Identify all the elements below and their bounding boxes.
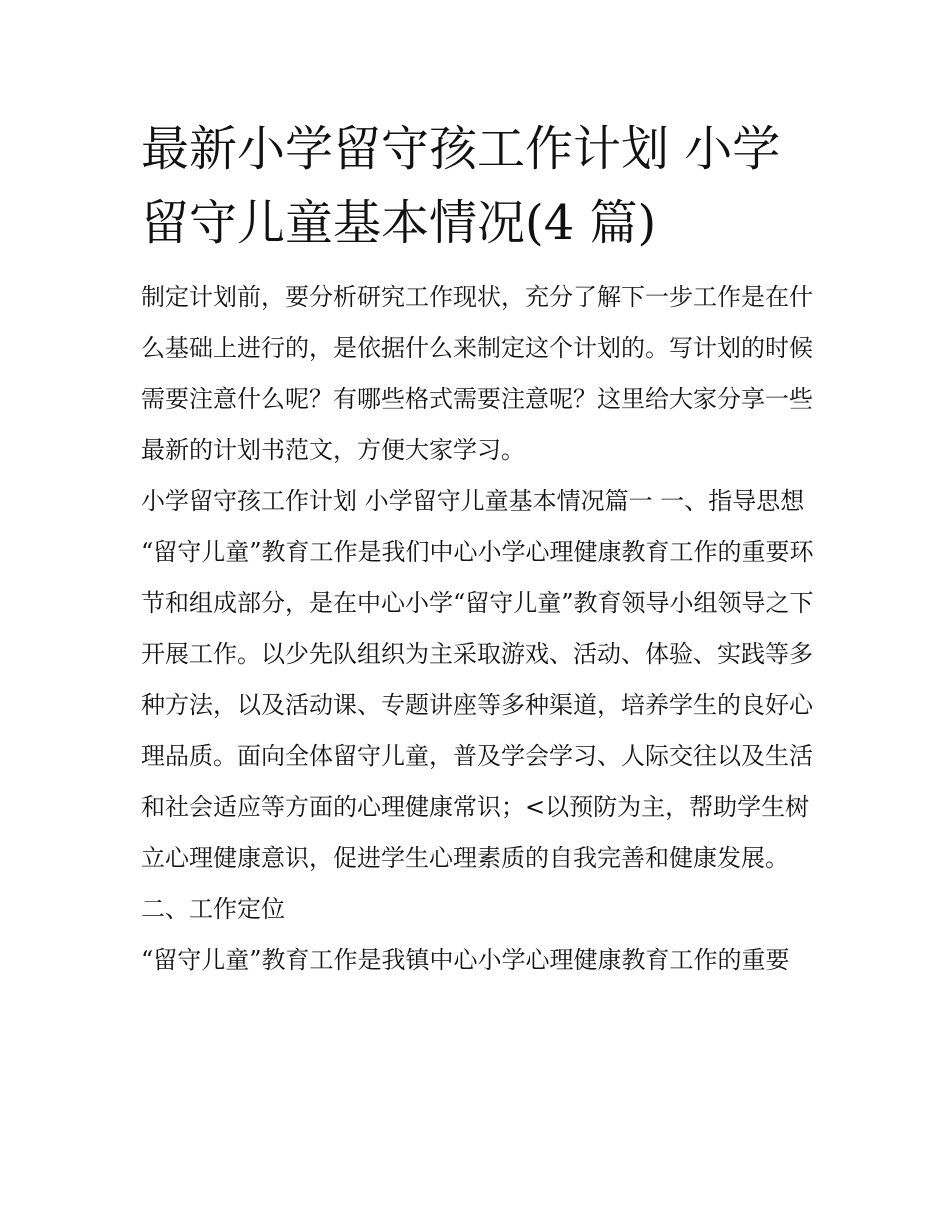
work-positioning-paragraph: “留守儿童”教育工作是我镇中心小学心理健康教育工作的重要 [141, 946, 790, 974]
section-heading-work-positioning: 二、工作定位 [141, 895, 285, 923]
document-title: 最新小学留守孩工作计划 小学 留守儿童基本情况(4 篇) [141, 121, 781, 251]
intro-paragraph: 制定计划前，要分析研究工作现状，充分了解下一步工作是在什么基础上进行的，是依据什么来制定这个计划的。写计划的时候需要注意什么呢？有哪些格式需要注意呢？这里给大家分享一些最新的计划书范文，方便大家学习。 [141, 283, 813, 464]
document-body [141, 112, 816, 986]
guiding-ideology-paragraph: “留守儿童”教育工作是我们中心小学心理健康教育工作的重要环节和组成部分，是在中心小学“留守儿童”教育领导小组领导之下开展工作。以少先队组织为主采取游戏、活动、体验、实践等多种方法，以及活动课、专题讲座等多种渠道，培养学生的良好心理品质。面向全体留守儿童，普及学会学习、人际交往以及生活和社会适应等方面的心理健康常识；<以预防为主，帮助学生树立心理健康意识，促进学生心理素质的自我完善和健康发展。 [141, 538, 814, 872]
section-heading-guiding-ideology: 小学留守孩工作计划 小学留守儿童基本情况篇一 一、指导思想 [141, 487, 805, 515]
